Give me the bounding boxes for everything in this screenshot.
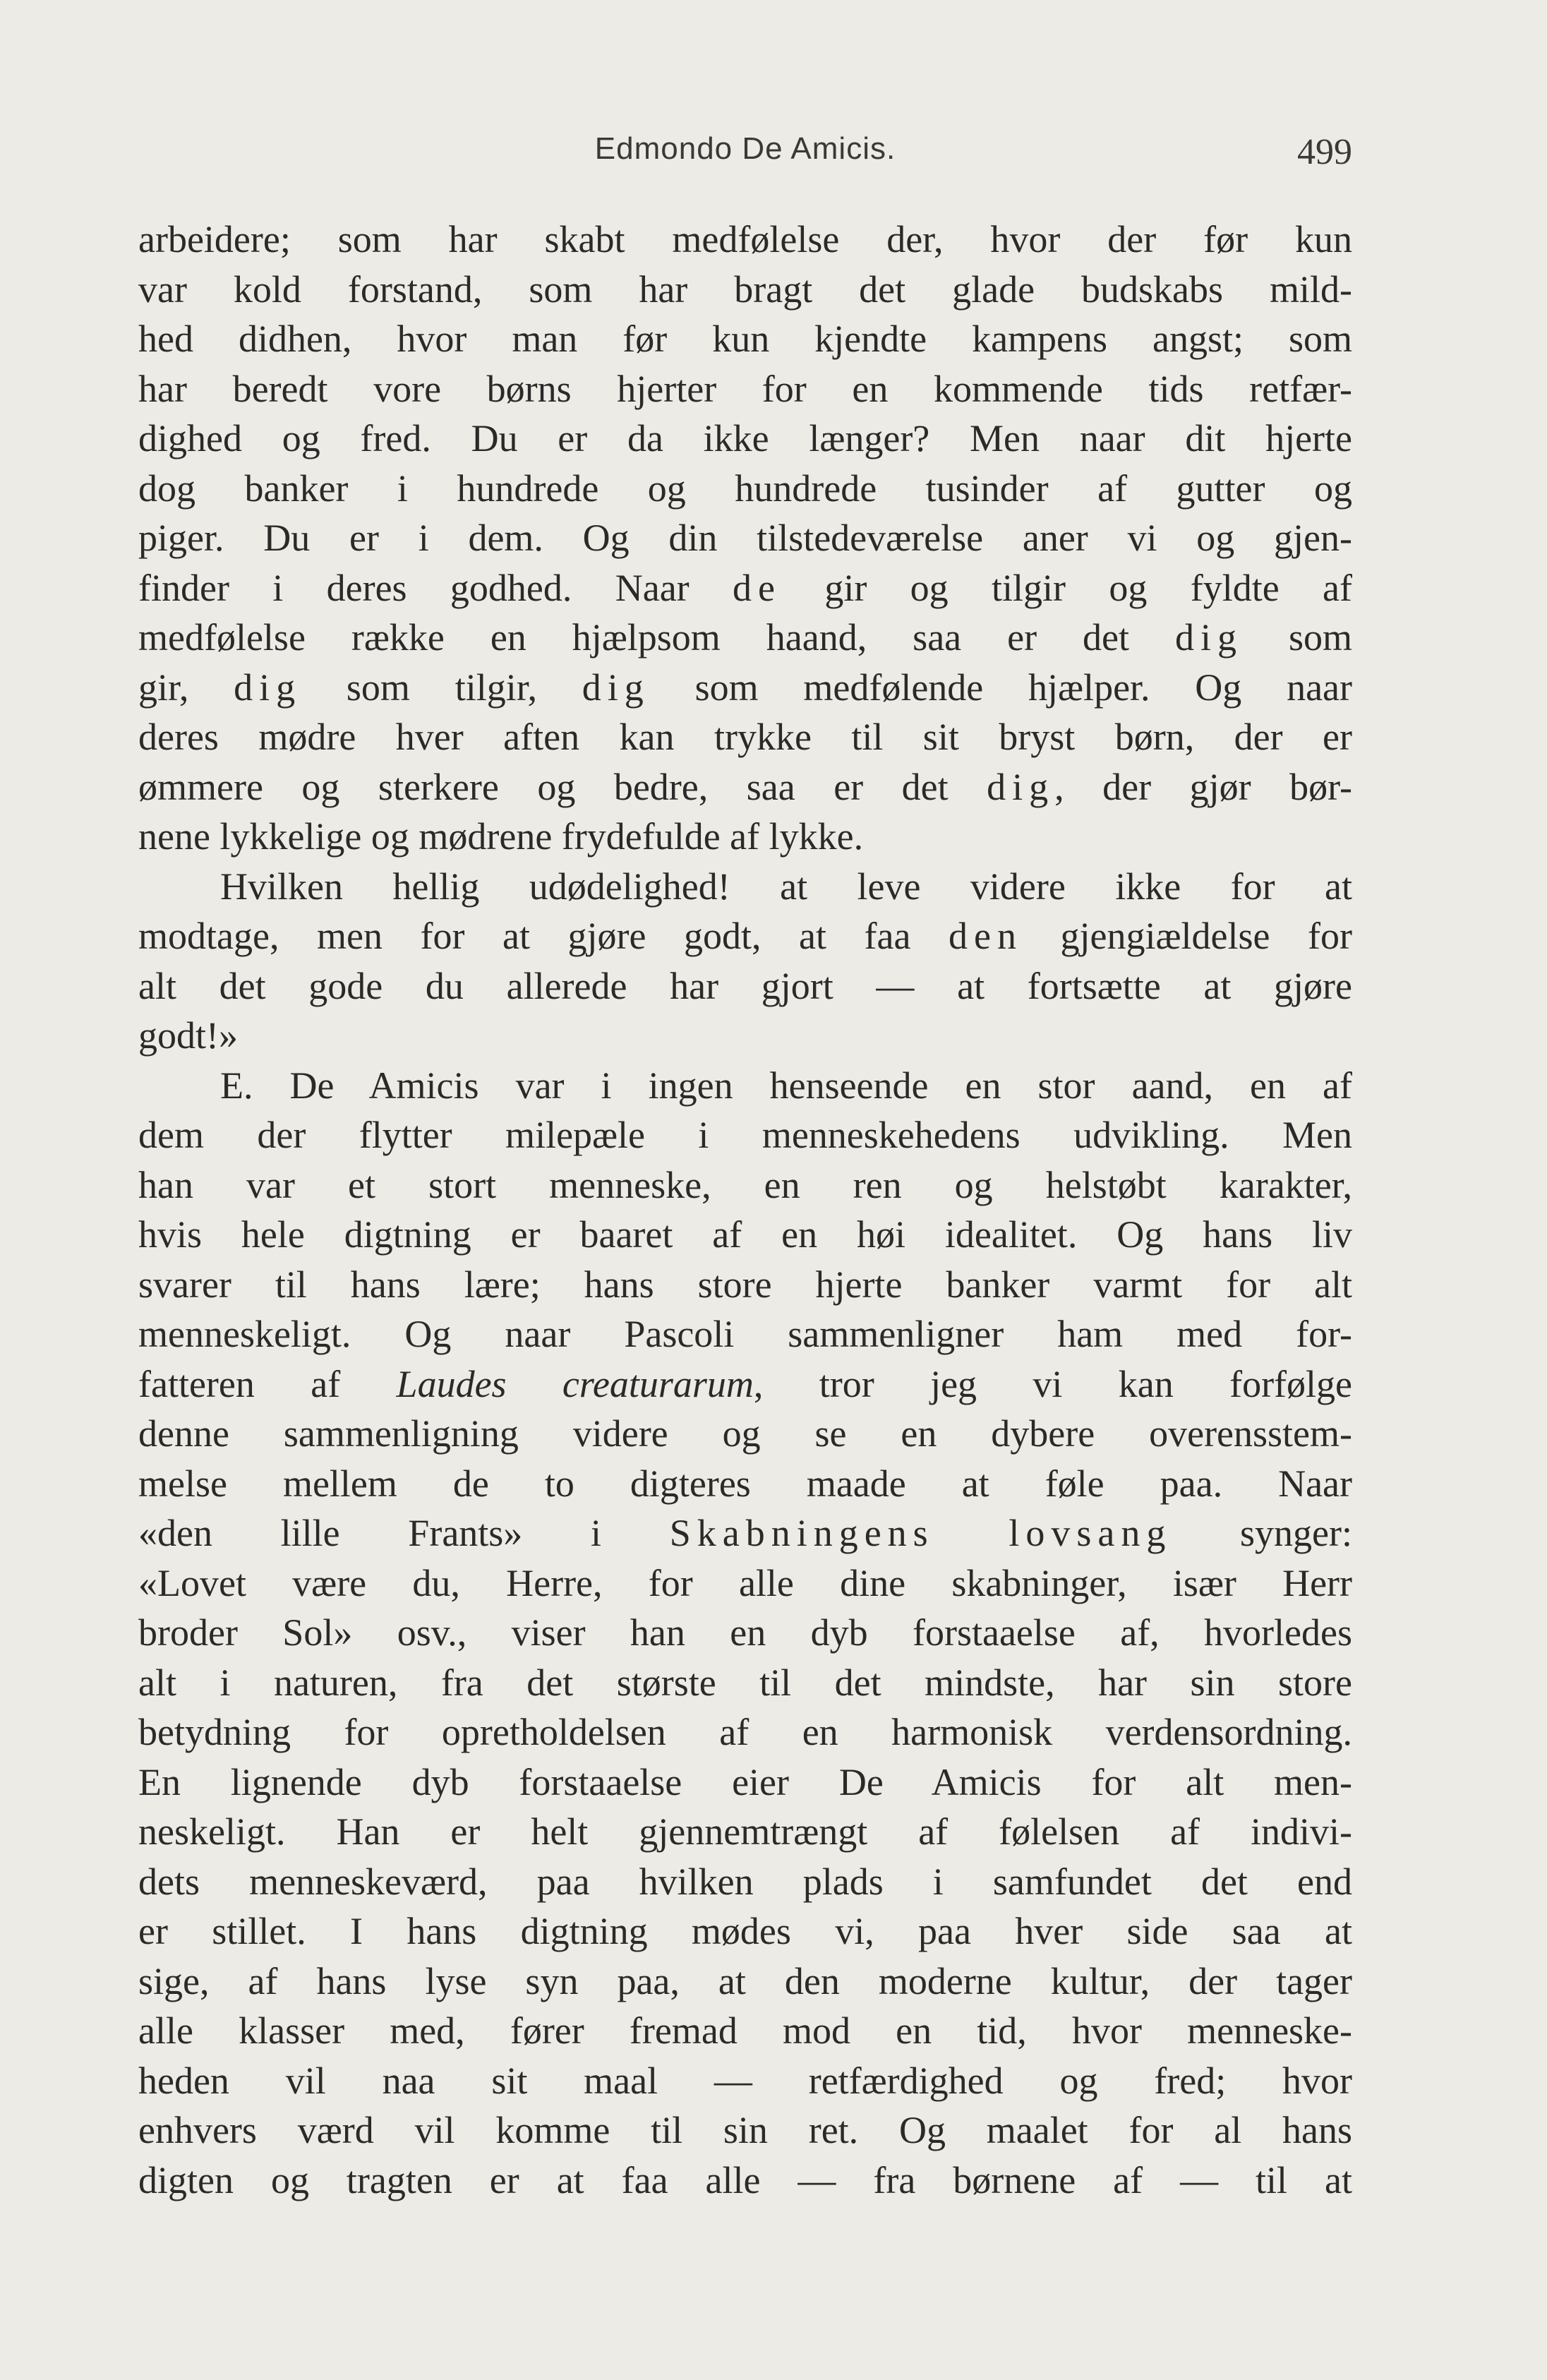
text-line: alle klasser med, fører fremad mod en tid, hvor menneske- [138, 2009, 1352, 2052]
text-line: dog banker i hundrede og hundrede tusinder af gutter og [138, 467, 1352, 510]
spaced-emphasis: dig [1174, 616, 1243, 659]
text-line: medfølelse række en hjælpsom haand, saa er det dig som [138, 616, 1352, 659]
text-line: fatteren af Laudes creaturarum, tror jeg vi kan forfølge [138, 1362, 1353, 1405]
spaced-emphasis: dig [987, 765, 1055, 808]
running-title: Edmondo De Amicis. [594, 131, 896, 166]
text-line: modtage, men for at gjøre godt, at faa den gjengiældelse for [138, 915, 1352, 957]
paragraph-start-line: Hvilken hellig udødelighed! at leve videre ikke for at [220, 865, 1352, 908]
text-line: deres mødre hver aften kan trykke til sit bryst børn, der er [138, 716, 1352, 758]
text-line: arbeidere; som har skabt medfølelse der, hvor der før kun [138, 218, 1352, 260]
text-line: piger. Du er i dem. Og din tilstedeværelse aner vi og gjen- [138, 517, 1352, 559]
text-line: neskeligt. Han er helt gjennemtrængt af følelsen af indivi- [138, 1810, 1352, 1853]
text-line: En lignende dyb forstaaelse eier De Amicis for alt men- [138, 1760, 1352, 1803]
page-number: 499 [1297, 132, 1352, 172]
text-line: denne sammenligning videre og se en dybere overensstem- [138, 1412, 1352, 1455]
body-text [138, 215, 1352, 2205]
italic-title: Laudes creaturarum [396, 1362, 754, 1405]
text-line: ømmere og sterkere og bedre, saa er det dig, der gjør bør- [138, 765, 1352, 808]
text-line: er stillet. I hans digtning mødes vi, paa hver side saa at [138, 1910, 1352, 1952]
text-line: betydning for opretholdelsen af en harmonisk verdensordning. [138, 1711, 1352, 1753]
text-line: dighed og fred. Du er da ikke længer? Men naar dit hjerte [138, 417, 1352, 459]
text-line: «den lille Frants» i Skabningens lovsang synger: [138, 1512, 1352, 1554]
text-line: gir, dig som tilgir, dig som medfølende hjælper. Og naar [138, 666, 1352, 709]
spaced-emphasis: de [733, 566, 781, 609]
text-line: svarer til hans lære; hans store hjerte banker varmt for alt [138, 1263, 1352, 1306]
spaced-emphasis: dig [582, 666, 650, 709]
text-line: hvis hele digtning er baaret af en høi idealitet. Og hans liv [138, 1213, 1352, 1256]
text-line: enhvers værd vil komme til sin ret. Og maalet for al hans [138, 2109, 1352, 2151]
text-line: broder Sol» osv., viser han en dyb forstaaelse af, hvorledes [138, 1611, 1352, 1654]
text-line: nene lykkelige og mødrene frydefulde af lykke. [138, 815, 864, 858]
spaced-emphasis: den [949, 915, 1023, 957]
text-line: melse mellem de to digteres maade at føle paa. Naar [138, 1462, 1352, 1505]
text-line: hed didhen, hvor man før kun kjendte kampens angst; som [138, 318, 1352, 360]
text-line: sige, af hans lyse syn paa, at den moderne kultur, der tager [138, 1959, 1352, 2002]
text-line: var kold forstand, som har bragt det glade budskabs mild- [138, 268, 1352, 311]
page-header [138, 126, 1352, 182]
text-line: «Lovet være du, Herre, for alle dine skabninger, især Herr [138, 1561, 1352, 1604]
spaced-emphasis: dig [234, 666, 302, 709]
spaced-emphasis: Skabningens lovsang [669, 1512, 1172, 1554]
text-line: dem der flytter milepæle i menneskehedens udvikling. Men [138, 1114, 1352, 1156]
text-line: finder i deres godhed. Naar de gir og tilgir og fyldte af [138, 566, 1352, 609]
text-line: menneskeligt. Og naar Pascoli sammenligner ham med for- [138, 1313, 1352, 1355]
text-line: heden vil naa sit maal — retfærdighed og fred; hvor [138, 2059, 1352, 2102]
text-line: alt i naturen, fra det største til det mindste, har sin store [138, 1661, 1352, 1704]
paragraph-start-line: E. De Amicis var i ingen henseende en stor aand, en af [220, 1064, 1352, 1107]
text-line: har beredt vore børns hjerter for en kommende tids retfær- [138, 367, 1352, 410]
text-line: dets menneskeværd, paa hvilken plads i samfundet det end [138, 1860, 1352, 1903]
text-line: godt!» [138, 1014, 238, 1057]
text-line: han var et stort menneske, en ren og helstøbt karakter, [138, 1163, 1352, 1206]
text-line: digten og tragten er at faa alle — fra børnene af — til at [138, 2158, 1352, 2201]
text-line: alt det gode du allerede har gjort — at fortsætte at gjøre [138, 964, 1352, 1007]
